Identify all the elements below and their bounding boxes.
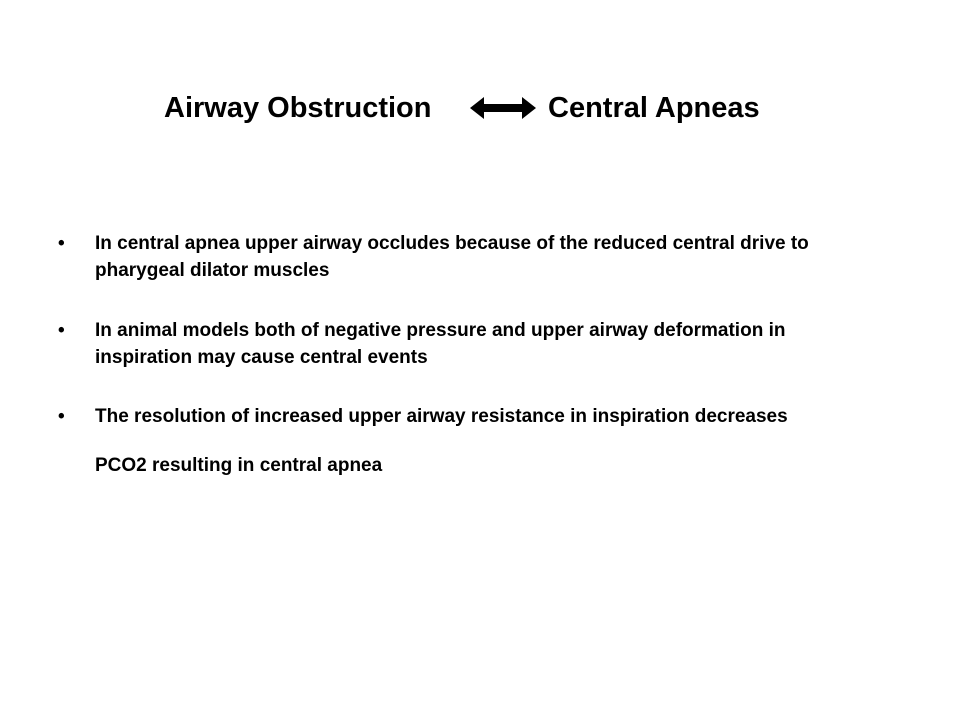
bullet-text [95, 317, 915, 371]
continuation-line: PCO2 resulting in central apnea [95, 455, 383, 476]
double-headed-arrow-icon [470, 96, 536, 120]
bullet-icon: • [58, 320, 65, 341]
bullet-icon: • [58, 233, 65, 254]
bullet-icon: • [58, 406, 65, 427]
slide-title [0, 88, 960, 128]
bullet-line: The resolution of increased upper airway resistance in inspiration decreases [95, 406, 788, 427]
bullet-text [95, 403, 915, 430]
bullet-line: In central apnea upper airway occludes because of the reduced central drive to [95, 233, 809, 254]
bullet-line: pharygeal dilator muscles [95, 260, 330, 281]
title-right-text: Central Apneas [548, 92, 760, 124]
bullet-line: In animal models both of negative pressure and upper airway deformation in [95, 320, 786, 341]
bullet-line: inspiration may cause central events [95, 347, 428, 368]
title-left-text: Airway Obstruction [164, 92, 432, 124]
bullet-text [95, 230, 915, 284]
